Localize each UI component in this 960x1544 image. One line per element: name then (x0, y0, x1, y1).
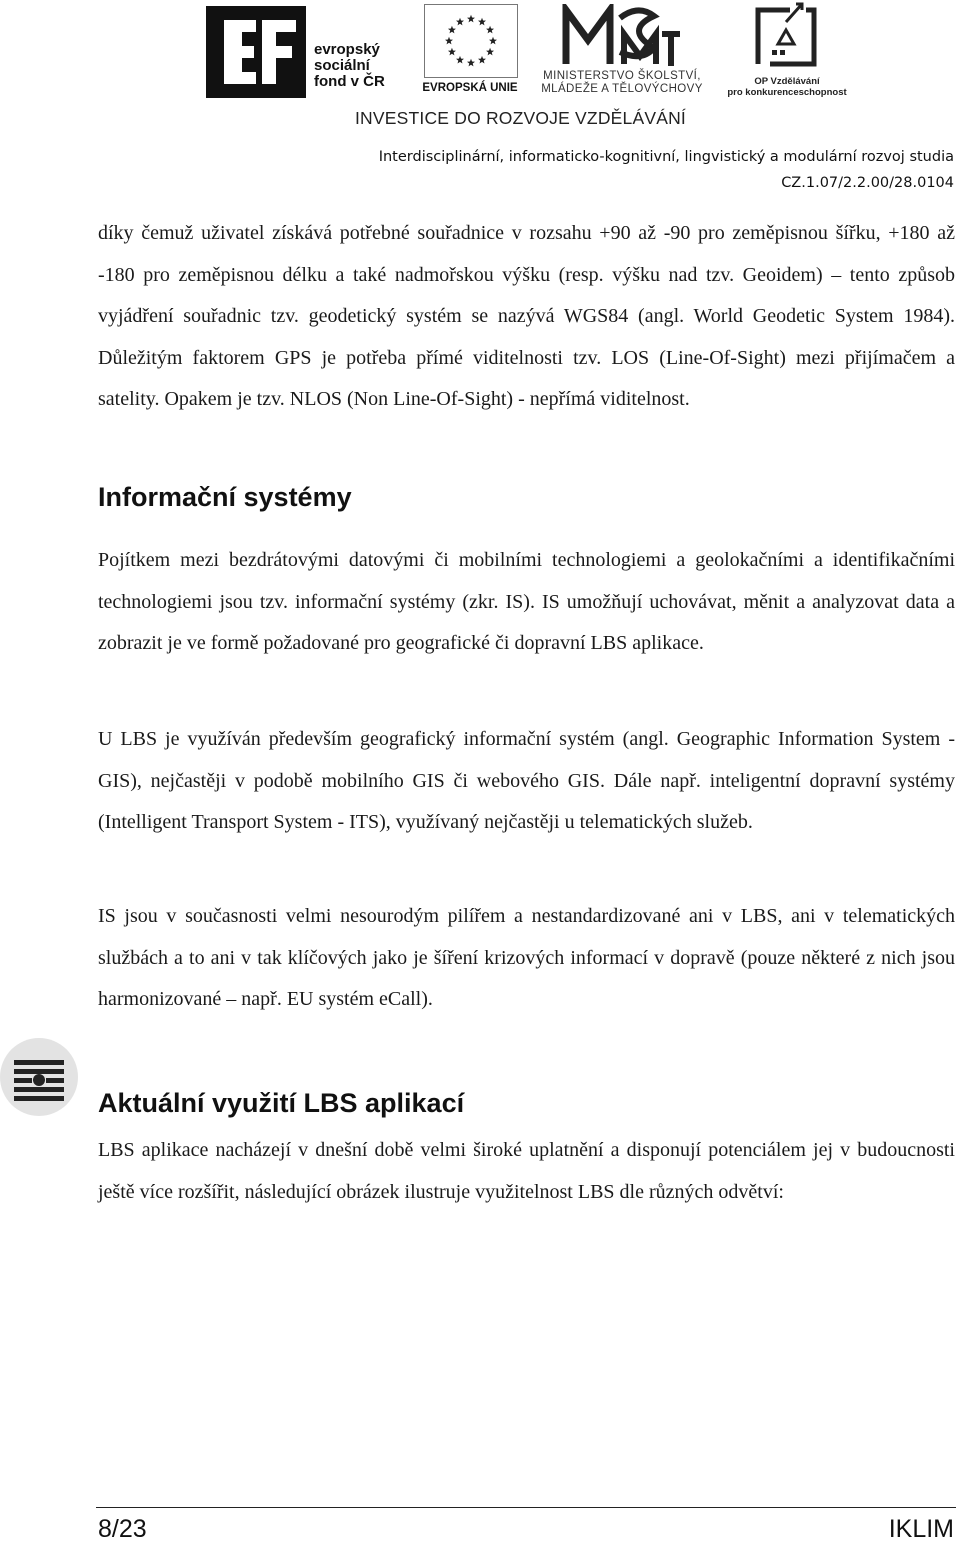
project-code: CZ.1.07/2.2.00/28.0104 (781, 175, 954, 191)
eu-star (448, 48, 456, 56)
text-lines-icon (0, 1038, 78, 1116)
investice-slogan: INVESTICE DO ROZVOJE VZDĚLÁVÁNÍ (355, 108, 686, 128)
eu-star (478, 18, 486, 26)
eu-flag-icon (424, 4, 518, 78)
eu-star (456, 18, 464, 26)
text-note-icon (0, 1038, 78, 1116)
section-heading-lbs: Aktuální využití LBS aplikací (98, 1088, 465, 1118)
eu-star (456, 56, 464, 64)
section-heading-is: Informační systémy (98, 482, 352, 512)
esf-logo (200, 2, 410, 102)
eu-star (467, 59, 475, 67)
is-paragraph-1: Pojítkem mezi bezdrátovými datovými či mobilními technologiemi a geolokačními a identifikačními technologiemi jsou tzv. informační systémy (zkr. IS). IS umožňují uchovávat, měnit a analyzovat data a zobrazit je ve formě požadované pro geografické či dopravní LBS aplikace. (98, 549, 955, 654)
eu-star (445, 37, 453, 45)
esf-logo-text (314, 42, 385, 90)
msmt-logo-icon (562, 4, 682, 68)
op-line-2: pro konkurenceschopnost (727, 87, 847, 98)
eu-star (486, 26, 494, 34)
project-name: Interdisciplinární, informaticko-kognitivní, lingvistický a modulární rozvoj studia (378, 149, 954, 165)
esf-logo-icon (206, 6, 306, 98)
eu-star (486, 48, 494, 56)
esf-line-2: sociální (314, 57, 370, 74)
lbs-paragraph-1: LBS aplikace nacházejí v dnešní době velmi široké uplatnění a disponují potenciálem jej v budoucnosti ještě více rozšířit, následující obrázek ilustruje využitelnost LBS dle různých odvětví: (98, 1139, 955, 1203)
eu-star (478, 56, 486, 64)
eu-star (489, 37, 497, 45)
msmt-logo (522, 4, 722, 104)
intro-paragraph: díky čemuž uživatel získává potřebné souřadnice v rozsahu +90 až -90 pro zeměpisnou šířku, +180 až -180 pro zeměpisnou délku a také nadmořskou výšku (resp. výšku nad tzv. Geoidem) – tento způsob vyjádření souřadnic tzv. geodetický systém se nazývá WGS84 (angl. World Geodetic System 1984). Důležitým faktorem GPS je potřeba přímé viditelnosti tzv. LOS (Line-Of-Sight) mezi přijímačem a satelity. Opakem je tzv. NLOS (Non Line-Of-Sight) - nepřímá viditelnost. (98, 222, 955, 410)
is-paragraph-3: IS jsou v současnosti velmi nesourodým pilířem a nestandardizované ani v LBS, ani v telematických službách a to ani v tak klíčových jako je šíření krizových informací v dopravě (pouze některé z nich jsou harmonizované – např. EU systém eCall). (98, 905, 955, 1010)
eu-star (467, 15, 475, 23)
footer-divider (96, 1507, 956, 1508)
eu-logo (418, 4, 522, 98)
msmt-logo-text (522, 70, 722, 96)
op-vk-logo (722, 0, 852, 100)
esf-line-3: fond v ČR (314, 73, 385, 90)
op-vk-logo-text (722, 76, 852, 98)
project-info (379, 144, 954, 196)
footer-title: IKLIM (888, 1515, 954, 1543)
msmt-line-1: MINISTERSTVO ŠKOLSTVÍ, (543, 70, 701, 82)
is-paragraph-2: U LBS je využíván především geografický informační systém (angl. Geographic Information System - GIS), nejčastěji v podobě mobilního GIS či webového GIS. Dále např. inteligentní dopravní systémy (Intelligent Transport System - ITS), využívaný nejčastěji u telematických služeb. (98, 728, 955, 833)
op-line-1: OP Vzdělávání (754, 76, 820, 87)
esf-line-1: evropský (314, 41, 380, 58)
op-vk-logo-icon (750, 0, 822, 72)
page-number: 8/23 (98, 1515, 147, 1543)
header-logos (0, 0, 960, 140)
msmt-line-2: MLÁDEŽE A TĚLOVÝCHOVY (541, 83, 703, 95)
eu-logo-text: EVROPSKÁ UNIE (422, 82, 518, 94)
eu-star (448, 26, 456, 34)
